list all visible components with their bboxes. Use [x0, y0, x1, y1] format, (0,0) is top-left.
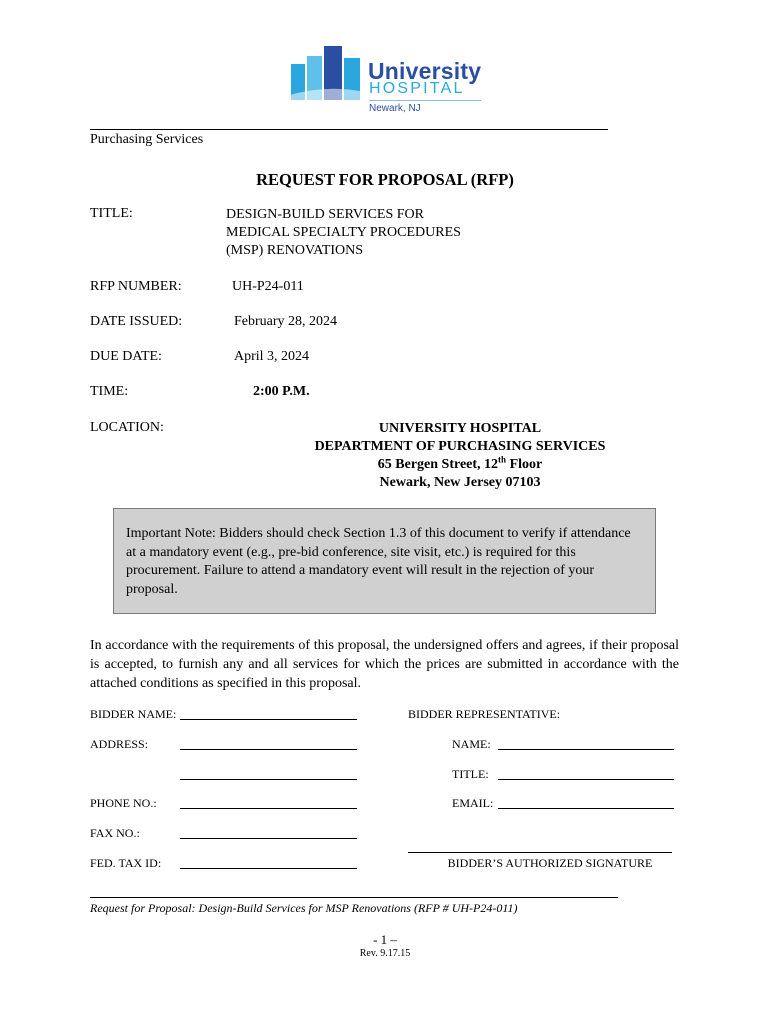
name-field[interactable]: [498, 737, 674, 750]
rep-title-field[interactable]: [498, 767, 674, 780]
tax-id-label: FED. TAX ID:: [90, 856, 162, 870]
email-label: EMAIL:: [452, 796, 494, 810]
important-note: Important Note: Bidders should check Section 1.3 of this document to verify if attendance at a mandatory event (e.g., pre-bid conference, site visit, etc.) is required for this procurement. Failure to attend a mandatory event will result in the rejection of your proposal.: [113, 508, 656, 614]
signature-line[interactable]: [408, 852, 672, 853]
department-name: Purchasing Services: [90, 132, 204, 147]
page-title: REQUEST FOR PROPOSAL (RFP): [256, 170, 514, 189]
logo-location: Newark, NJ: [369, 103, 421, 114]
title-label: TITLE:: [90, 206, 133, 221]
rfp-number-label: RFP NUMBER:: [90, 279, 182, 294]
bidder-name-field[interactable]: [180, 707, 357, 720]
phone-label: PHONE NO.:: [90, 796, 157, 810]
fax-label: FAX NO.:: [90, 826, 140, 840]
address-field[interactable]: [180, 737, 357, 750]
due-date-label: DUE DATE:: [90, 349, 162, 364]
fax-field[interactable]: [180, 826, 357, 839]
address-line-2-field[interactable]: [180, 767, 357, 780]
location-city: Newark, New Jersey 07103: [379, 475, 541, 490]
due-date-value: April 3, 2024: [234, 349, 310, 364]
phone-field[interactable]: [180, 796, 357, 809]
date-issued-label: DATE ISSUED:: [90, 314, 183, 329]
email-field[interactable]: [498, 796, 674, 809]
signature-label: BIDDER’S AUTHORIZED SIGNATURE: [447, 856, 653, 870]
location-street: 65 Bergen Street, 12th Floor: [377, 454, 543, 472]
footer-rule: [90, 897, 618, 898]
location-value: [170, 420, 750, 492]
bidder-representative-label: BIDDER REPRESENTATIVE:: [408, 707, 561, 721]
bidder-name-label: BIDDER NAME:: [90, 707, 177, 721]
terms-paragraph: In accordance with the requirements of this proposal, the undersigned offers and agrees, if their proposal is accepted, to furnish any and all services for which the prices are submitted in accordance with the attached conditions as specified in this proposal.: [90, 638, 679, 691]
logo-divider: [369, 100, 481, 101]
title-line: (MSP) RENOVATIONS: [226, 243, 364, 258]
rep-title-label: TITLE:: [452, 767, 489, 781]
logo-sub: HOSPITAL: [369, 80, 465, 97]
title-value: [226, 206, 461, 260]
header-rule: [90, 129, 608, 130]
name-label: NAME:: [452, 737, 491, 751]
footer-caption: Request for Proposal: Design-Build Services for MSP Renovations (RFP # UH-P24-011): [90, 901, 518, 915]
title-line: MEDICAL SPECIALTY PROCEDURES: [226, 225, 461, 240]
time-label: TIME:: [90, 384, 129, 399]
date-issued-value: February 28, 2024: [234, 314, 338, 329]
time-value: 2:00 P.M.: [253, 384, 310, 399]
title-line: DESIGN-BUILD SERVICES FOR: [226, 207, 425, 222]
revision-label: Rev. 9.17.15: [359, 948, 411, 959]
rfp-number-value: UH-P24-011: [232, 279, 304, 294]
location-line: DEPARTMENT OF PURCHASING SERVICES: [314, 439, 606, 454]
location-line: UNIVERSITY HOSPITAL: [378, 421, 542, 436]
tax-id-field[interactable]: [180, 856, 357, 869]
location-label: LOCATION:: [90, 420, 164, 435]
logo-name: University: [368, 58, 482, 84]
address-label: ADDRESS:: [90, 737, 149, 751]
page-number: - 1 –: [373, 932, 397, 947]
